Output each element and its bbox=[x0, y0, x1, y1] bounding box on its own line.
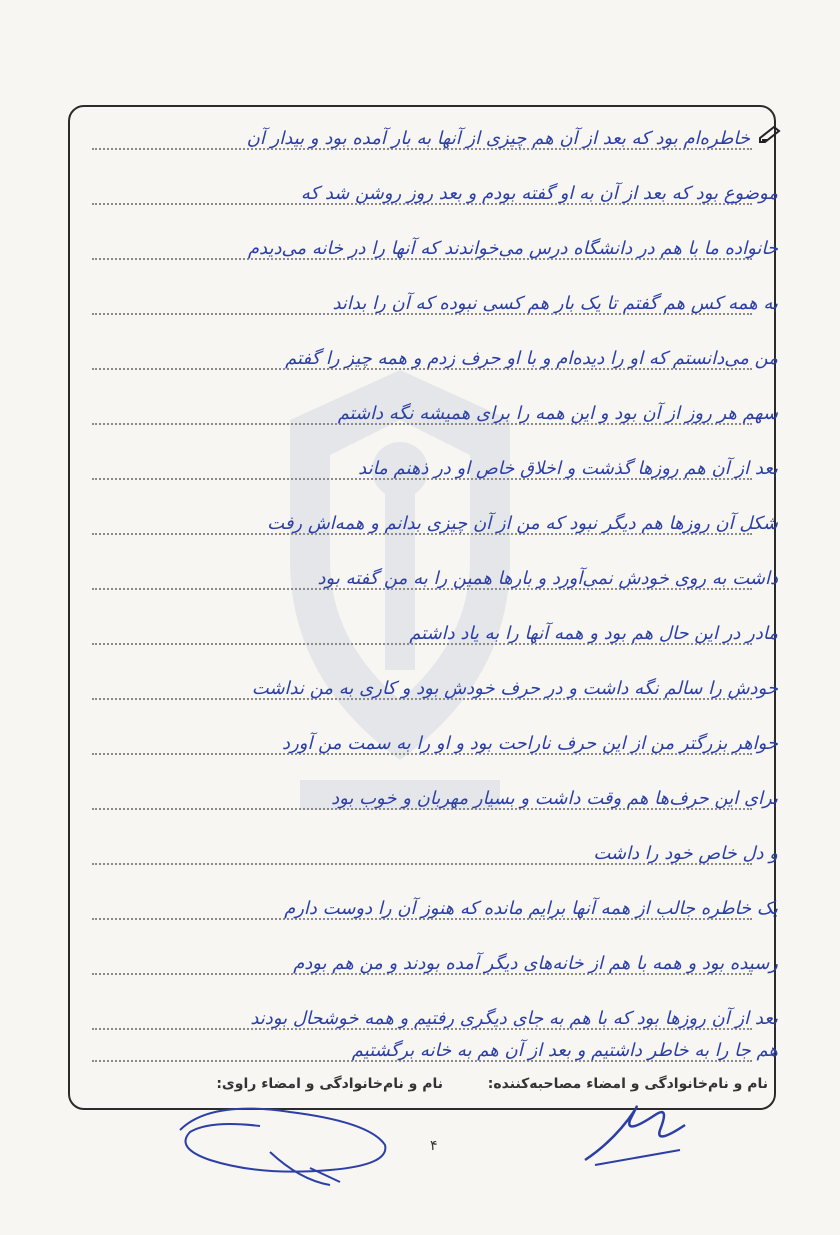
handwritten-line: برای این حرف‌ها هم وقت داشت و بسیار مهربان و خوب بود bbox=[331, 788, 778, 809]
handwritten-line: خاطره‌ام بود که بعد از آن هم چیزی از آنها به بار آمده بود و بیدار آن bbox=[246, 128, 750, 149]
handwritten-line: هم جا را به خاطر داشتیم و بعد از آن هم به خانه برگشتیم bbox=[351, 1040, 778, 1061]
handwritten-line: سهم هر روز از آن بود و این همه را برای همیشه نگه داشتم bbox=[337, 403, 778, 424]
interviewer-signature-label: نام و نام‌خانوادگی و امضاء مصاحبه‌کننده: bbox=[487, 1076, 768, 1092]
handwritten-line: خانواده ما با هم در دانشگاه درس می‌خواندند که آنها را در خانه می‌دیدم bbox=[247, 238, 778, 259]
page-number: ۴ bbox=[430, 1138, 438, 1154]
pen-icon bbox=[758, 124, 782, 144]
interviewer-signature bbox=[575, 1090, 695, 1170]
handwritten-line: و دل خاص خود را داشت bbox=[593, 843, 778, 864]
handwritten-line: بعد از آن روزها بود که با هم به جای دیگری رفتیم و همه خوشحال بودند bbox=[250, 1008, 778, 1029]
handwritten-line: رسیده بود و همه با هم از خانه‌های دیگر آمده بودند و من هم بودم bbox=[293, 953, 778, 974]
handwritten-line: داشت به روی خودش نمی‌آورد و بارها همین را به من گفته بود bbox=[317, 568, 778, 589]
handwritten-line: شکل آن روزها هم دیگر نبود که من از آن چیزی بدانم و همه‌اش رفت bbox=[267, 513, 778, 534]
handwritten-line: بعد از آن هم روزها گذشت و اخلاق خاص او در ذهنم ماند bbox=[358, 458, 778, 479]
handwritten-line: به همه کس هم گفتم تا یک بار هم کسی نبوده که آن را بداند bbox=[332, 293, 778, 314]
handwritten-line: خواهر بزرگتر من از این حرف ناراحت بود و او را به سمت من آورد bbox=[282, 733, 778, 754]
narrator-signature bbox=[170, 1090, 400, 1190]
handwritten-line: یک خاطره جالب از همه آنها برایم مانده که هنوز آن را دوست دارم bbox=[284, 898, 778, 919]
narrator-signature-label: نام و نام‌خانوادگی و امضاء راوی: bbox=[216, 1076, 443, 1092]
handwritten-line: من می‌دانستم که او را دیده‌ام و با او حرف زدم و همه چیز را گفتم bbox=[285, 348, 778, 369]
handwritten-line: مادر در این حال هم بود و همه آنها را به یاد داشتم bbox=[409, 623, 778, 644]
handwritten-line: خودش را سالم نگه داشت و در حرف خودش بود و کاری به من نداشت bbox=[251, 678, 778, 699]
handwritten-line: موضوع بود که بعد از آن به او گفته بودم و بعد روز روشن شد که bbox=[300, 183, 778, 204]
